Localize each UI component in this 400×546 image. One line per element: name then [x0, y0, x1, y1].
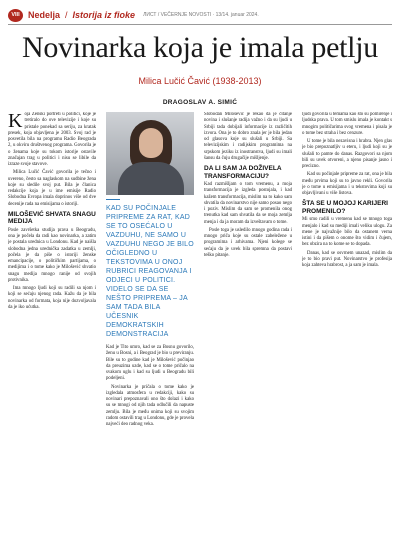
pull-quote: KAD SU POČINJALE PRIPREME ZA RAT, KAD SE TO OSEĆALO U VAZDUHU, NE SAMO U VAZDUHU NEGO JE BILO OČIGLEDNO U TEKSTOVIMA U ONOJ RUBRICI REAGOVANJA I ODJECI U POLITICI. VIDELO SE DA SE NEŠTO PRIPREMA – JA SAM TADA BILA UČESNIK DEMOKRATSKIH DEMONSTRACIJA [106, 199, 194, 339]
portrait-photo [106, 112, 194, 195]
paragraph: Danas, kad se osvrnem unazad, mislim da je to bio pravi put. Novinarstvo je profesija koja zahteva hrabrost, a ja sam je imala. [302, 250, 392, 268]
paragraph: Kad razmišljam o tom vremenu, a moja transformacija je izgleda postojala, i kad kažem transformacija, mislim na to kako sam shvatila da novinarstvo nije samo posao nego i poziv. Mislim da sam se promenila onog trenutka kad sam shvatila da se moja zemlja menja i da ja moram da izveštavam o tome. [204, 182, 292, 225]
paragraph: Ima mnogo ljudi koji su radili sa njom i koji se sećaju njenog rada. Kažu da je bila novinarka od formata, koja nije dozvoljavala da je iko ućutka. [8, 286, 96, 310]
article-author: DRAGOSLAV A. SIMIĆ [162, 99, 238, 106]
article-headline: Novinarka koja je imala petlju [22, 31, 378, 64]
drop-cap: K [8, 112, 23, 132]
paragraph: Kad su počinjale pripreme za rat, ona je bila među prvima koji su to javno rekli. Govorila je o tome u emisijama i u tekstovima koji su objavljivani u više listova. [302, 172, 392, 196]
paragraph: Kad je Tito umro, kad se za Bosnu govorilo, ženu u Bosni, a i Beograd je bio u previranju. Bile su to godine kad je Milošević počinjao da preuzima uzde, kad se o tome pričalo na svakom uglu i kad su ljudi u Beogradu bili podeljeni. [106, 345, 194, 382]
section-heading: DA LI SAM JA DOŽIVELA TRANSFORMACIJU? [204, 165, 282, 180]
paragraph: ljudi govorila u temama kao što su pomirenje i ljudska prava. U tom smislu imala je kontakt s mnogim političarima svog vremena i pisala je o tome bez straha i bez cenzure. [302, 112, 392, 136]
paragraph: U tome je bila nezavisna i hrabra. Njen glas je bio prepoznatljiv u eteru, i ljudi koji su je slušali to pamte do danas. Razgovori sa njom bili su uvek otvoreni, a njeno pisanje jasno i precizno. [302, 139, 392, 169]
paragraph: Posle završetka studija prava u Beogradu, ona je počela da radi kao novinarka, a zatim je postala urednica u Londonu. Kad je naišla slobodna jedna urednička zadatka u zemlji, počela je da piše o istoriji ženske emancipacije, o političkim partijama, o medijima i o tome kako je Milošević shvatio snagu medija mnogo ranije od svojih protivnika. [8, 227, 96, 283]
header-rule [8, 24, 392, 25]
subsection-label: Istorija iz fioke [72, 10, 136, 20]
page-header [8, 8, 392, 22]
section-heading: MILOŠEVIĆ SHVATA SNAGU MEDIJA [8, 210, 96, 226]
article-column-2 [106, 112, 194, 540]
section-separator: / [65, 10, 68, 20]
photo-body-shape [118, 162, 184, 195]
paragraph: Slobodan Milošević je rekao da je čitanje novina i slušanje radija važno i da su ljudi u Srbiji tada dobijali informacije iz različitih izvora. Ona je to dobro znala jer je bila jedan od glasova koje su slušali u Srbiji. Sa televizijskim i radijskim programima na srpskom jeziku iz inostranstva, ljudi su imali šansu da čuju drugačije mišljenje. [204, 112, 292, 161]
lead-paragraph [8, 112, 96, 168]
lead-text: oja Ženski portreti u politici, koje je tretiralo do ove televizije i koje su pristale ponekad sa seriju, za kratak presek, koja objavljena je 2003. Svoj rad je posvetila bila na programu Radio Beograda 2, u okviru društvenog programa. Govorila je o ženama koje su tokom istorije ostavile značajan trag u politici i nisu se libile da izraze svoje stavove. [8, 112, 96, 167]
section-label: Nedelja [28, 10, 61, 20]
paragraph: Mi smo radili u vremenu kad se mnogo toga menjalo i kad su mediji imali veliku ulogu. Za mene je najvažnije bilo da ostanem verna istini i da pišem o onome što vidim i čujem, bez obzira na to kome se to dopada. [302, 217, 392, 248]
paragraph: Milica Lučić Čavić govorila je tečno i uvereno, često sa naglaskom na sudbine žena koje su sledile svoj put. Bila je članica redakcije koja je u ime emisije Radio Slobodna Evropa imala doprinos više od dve decenije rada na emisijama o istoriji. [8, 170, 96, 207]
article-column-1 [8, 112, 96, 540]
article-column-4 [302, 112, 392, 540]
section-heading: ŠTA SE U MOJOJ KARIJERI PROMENILO? [302, 200, 388, 215]
paragraph: Novinarka je pričala o tome kako je izgledala atmosfera u redakciji, kako su novinari prepoznavali ono što dolazi i kako su se mnogi od njih tada odlučili da napuste zemlju. Bila je među onima koji su svojim radom ostavili trag u Londonu, gde je provela najveći deo radnog veka. [106, 384, 194, 427]
page-number-badge: VIII [8, 9, 23, 22]
article-subtitle: Milica Lučić Čavić (1938-2013) [138, 76, 262, 86]
article-column-3 [204, 112, 292, 540]
issue-date: ЛИСТ / VEČERNJE NOVOSTI · 13/14. januar 2024. [143, 12, 259, 18]
paragraph: Posle toga je usledilo mnogo godina rada i mnogo priča koje su ostale zabeležene u programima i arhivama. Njeni kolege se sećaju da je uvek bila spremna da postavi teško pitanje. [204, 227, 292, 258]
photo-face-shape [139, 128, 163, 158]
